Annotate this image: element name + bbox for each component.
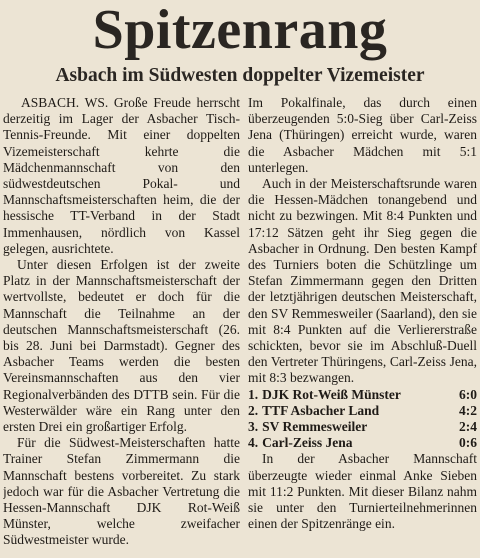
subheadline: Asbach im Südwesten doppelter Vizemeister <box>55 65 425 86</box>
standings-row <box>248 419 477 435</box>
paragraph-3: Für die Südwest-Meisterschaften hatte Trainer Stefan Zimmermann die Mannschaft bestens vorbereitet. Zu stark jedoch war für die Asbacher Vertretung die Hessen-Mannschaft DJK Rot-Weiß Münster, welche zweifacher Südwestmeister wurde. <box>3 435 240 548</box>
paragraph-5: In der Asbacher Mannschaft überzeugte wieder einmal Anke Sieben mit 11:2 Punkten. Mit dieser Bilanz nahm sie unter den Turnierteilnehmerinnen einen der Spitzenränge ein. <box>248 451 477 532</box>
standings-score: 2:4 <box>459 419 477 435</box>
standings-score: 4:2 <box>459 402 477 418</box>
paragraph-4: Auch in der Meisterschaftsrunde waren die Hessen-Mädchen tonangebend und nicht zu bezwingen. Mit 8:4 Punkten und 17:12 Sätzen geht ihr Sieg gegen die Asbacher in Ordnung. Den besten Kampf des Turniers boten die Schützlinge um Stefan Zimmermann gegen den Dritten der letztjährigen deutschen Meisterschaft, den SV Remmesweiler (Saarland), den sie mit 8:4 Punkten auf die Verliererstraße schickten, bevor sie im Abschluß-Duell den Vertreter Thüringens, Carl-Zeiss Jena, mit 8:3 bezwangen. <box>248 176 477 386</box>
standings-team: DJK Rot-Weiß Münster <box>262 386 401 402</box>
standings-row <box>248 387 477 403</box>
standings-table <box>248 387 477 452</box>
right-column <box>248 95 477 558</box>
standings-rank: 4. <box>248 435 259 451</box>
standings-row <box>248 403 477 419</box>
standings-score: 6:0 <box>459 386 477 402</box>
headline: Spitzenrang <box>92 0 388 61</box>
standings-rank: 1. <box>248 386 259 402</box>
standings-rank: 3. <box>248 419 259 435</box>
standings-team: TTF Asbacher Land <box>262 402 380 418</box>
standings-rank: 2. <box>248 402 259 418</box>
standings-row <box>248 435 477 451</box>
standings-team: Carl-Zeiss Jena <box>262 435 353 451</box>
paragraph-3-continued: Im Pokalfinale, das durch einen überzeugenden 5:0-Sieg über Carl-Zeiss Jena (Thüringen) erreicht wurde, waren die Asbacher Mädchen mit 5:1 unterlegen. <box>248 95 477 175</box>
paragraph-1: ASBACH. WS. Große Freude herrscht derzeitig im Lager der Asbacher Tisch-Tennis-Freunde. Mit einer doppelten Vizemeisterschaft kehrte die Mädchenmannschaft von den südwestdeutschen Pokal- und Mannschaftsmeisterschaften heim, die der hessische TT-Verband in der Stadt Immenhausen, nördlich von Kassel gelegen, ausrichtete. <box>3 95 240 256</box>
standings-team: SV Remmesweiler <box>262 419 368 435</box>
standings-score: 0:6 <box>459 435 477 451</box>
left-column <box>3 95 240 558</box>
paragraph-2: Unter diesen Erfolgen ist der zweite Platz in der Mannschaftsmeisterschaft der wertvollste, bedeutet er doch für die Mannschaft die Teilnahme an der deutschen Mannschaftsmeisterschaft (26. bis 28. Juni bei Darmstadt). Gegner des Asbacher Teams werden die besten Vereinsmannschaften aus den vier Regionalverbänden des DTTB sein. Für die Westerwälder wäre ein Rang unter den ersten Drei ein großartiger Erfolg. <box>3 257 240 435</box>
